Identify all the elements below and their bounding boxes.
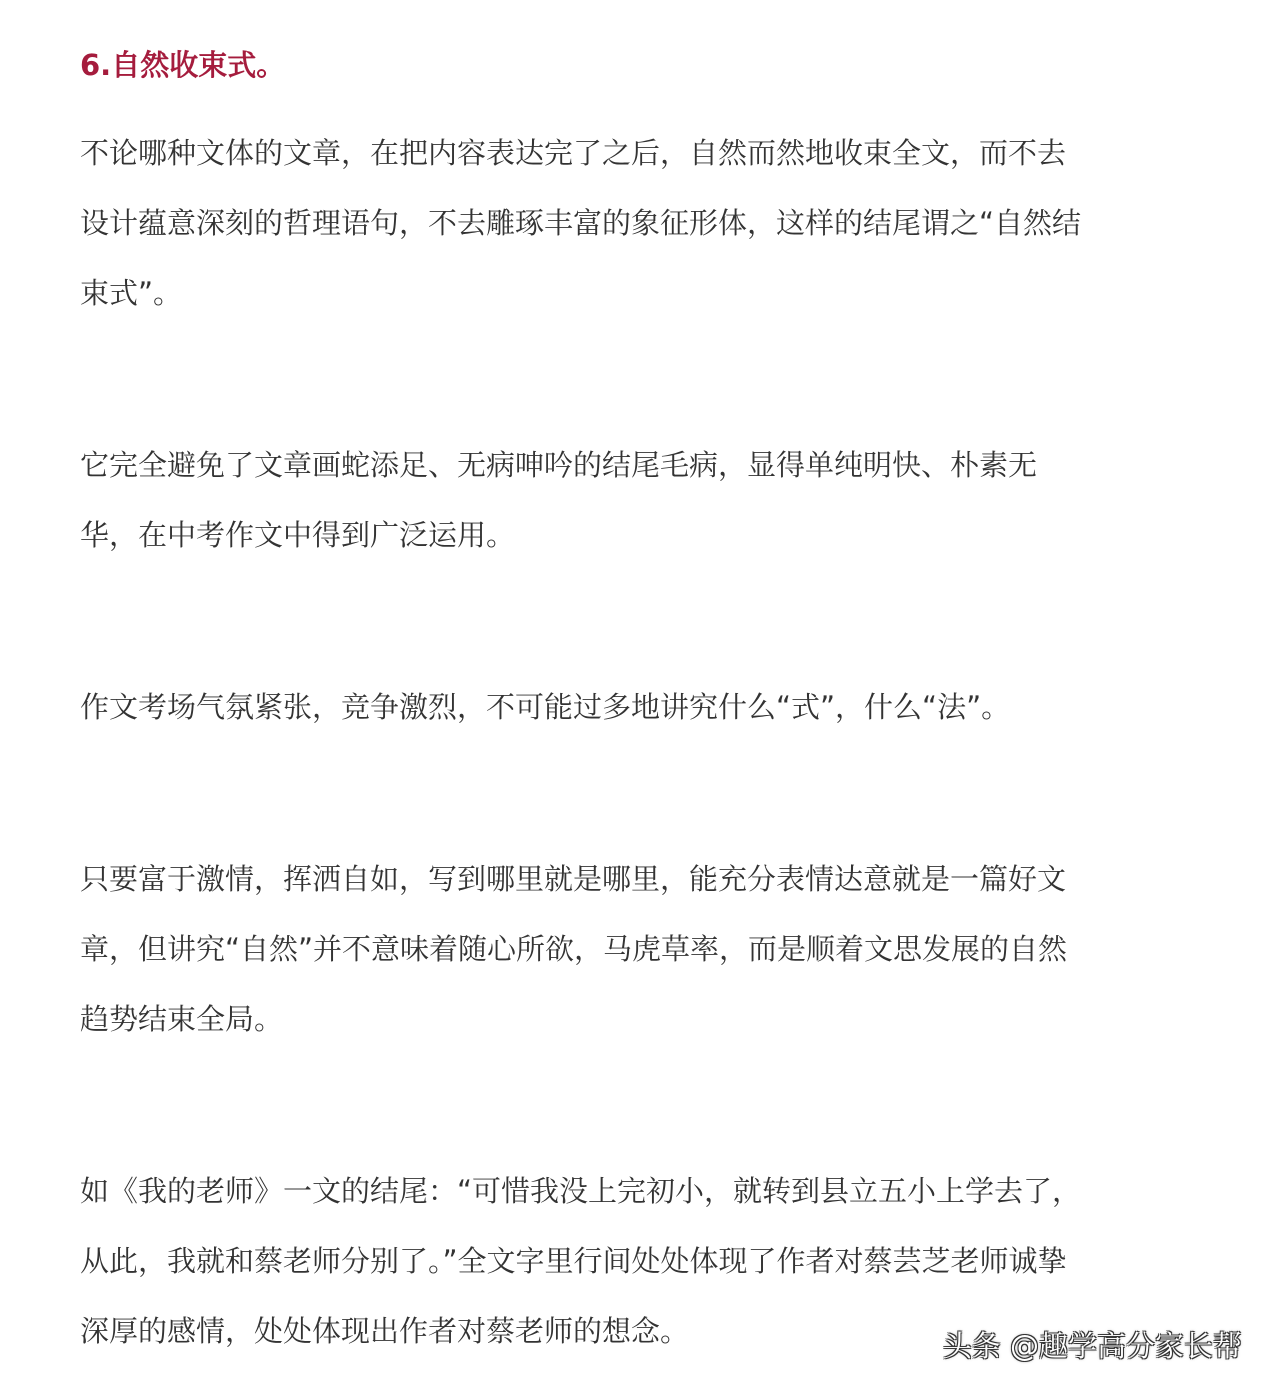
paragraph-line: 从此，我就和蔡老师分别了。”全文字里行间处处体现了作者对蔡芸芝老师诚挚 xyxy=(80,1244,1067,1278)
paragraph-1 xyxy=(80,118,1081,328)
paragraph-line: 设计蕴意深刻的哲理语句，不去雕琢丰富的象征形体，这样的结尾谓之“自然结 xyxy=(80,206,1082,240)
watermark-text: 头条 @趣学高分家长帮 xyxy=(942,1329,1242,1363)
paragraph-line: 束式”。 xyxy=(80,276,183,310)
paragraph-2 xyxy=(80,430,1037,570)
paragraph-line: 趋势结束全局。 xyxy=(80,1002,284,1036)
section-heading: 6.自然收束式。 xyxy=(80,48,286,82)
paragraph-line: 它完全避免了文章画蛇添足、无病呻吟的结尾毛病，显得单纯明快、朴素无 xyxy=(80,448,1038,482)
paragraph-3 xyxy=(80,672,1010,742)
paragraph-line: 不论哪种文体的文章，在把内容表达完了之后，自然而然地收束全文，而不去 xyxy=(80,136,1067,170)
paragraph-line: 华，在中考作文中得到广泛运用。 xyxy=(80,518,516,552)
paragraph-line: 章，但讲究“自然”并不意味着随心所欲，马虎草率，而是顺着文思发展的自然 xyxy=(80,932,1068,966)
paragraph-line: 只要富于激情，挥洒自如，写到哪里就是哪里，能充分表情达意就是一篇好文 xyxy=(80,862,1067,896)
paragraph-line: 深厚的感情，处处体现出作者对蔡老师的想念。 xyxy=(80,1314,690,1348)
paragraph-line: 如《我的老师》一文的结尾：“可惜我没上完初小，就转到县立五小上学去了， xyxy=(80,1174,1082,1208)
paragraph-5 xyxy=(80,1156,1081,1366)
paragraph-4 xyxy=(80,844,1067,1054)
paragraph-line: 作文考场气氛紧张，竞争激烈，不可能过多地讲究什么“式”，什么“法”。 xyxy=(80,690,1011,724)
